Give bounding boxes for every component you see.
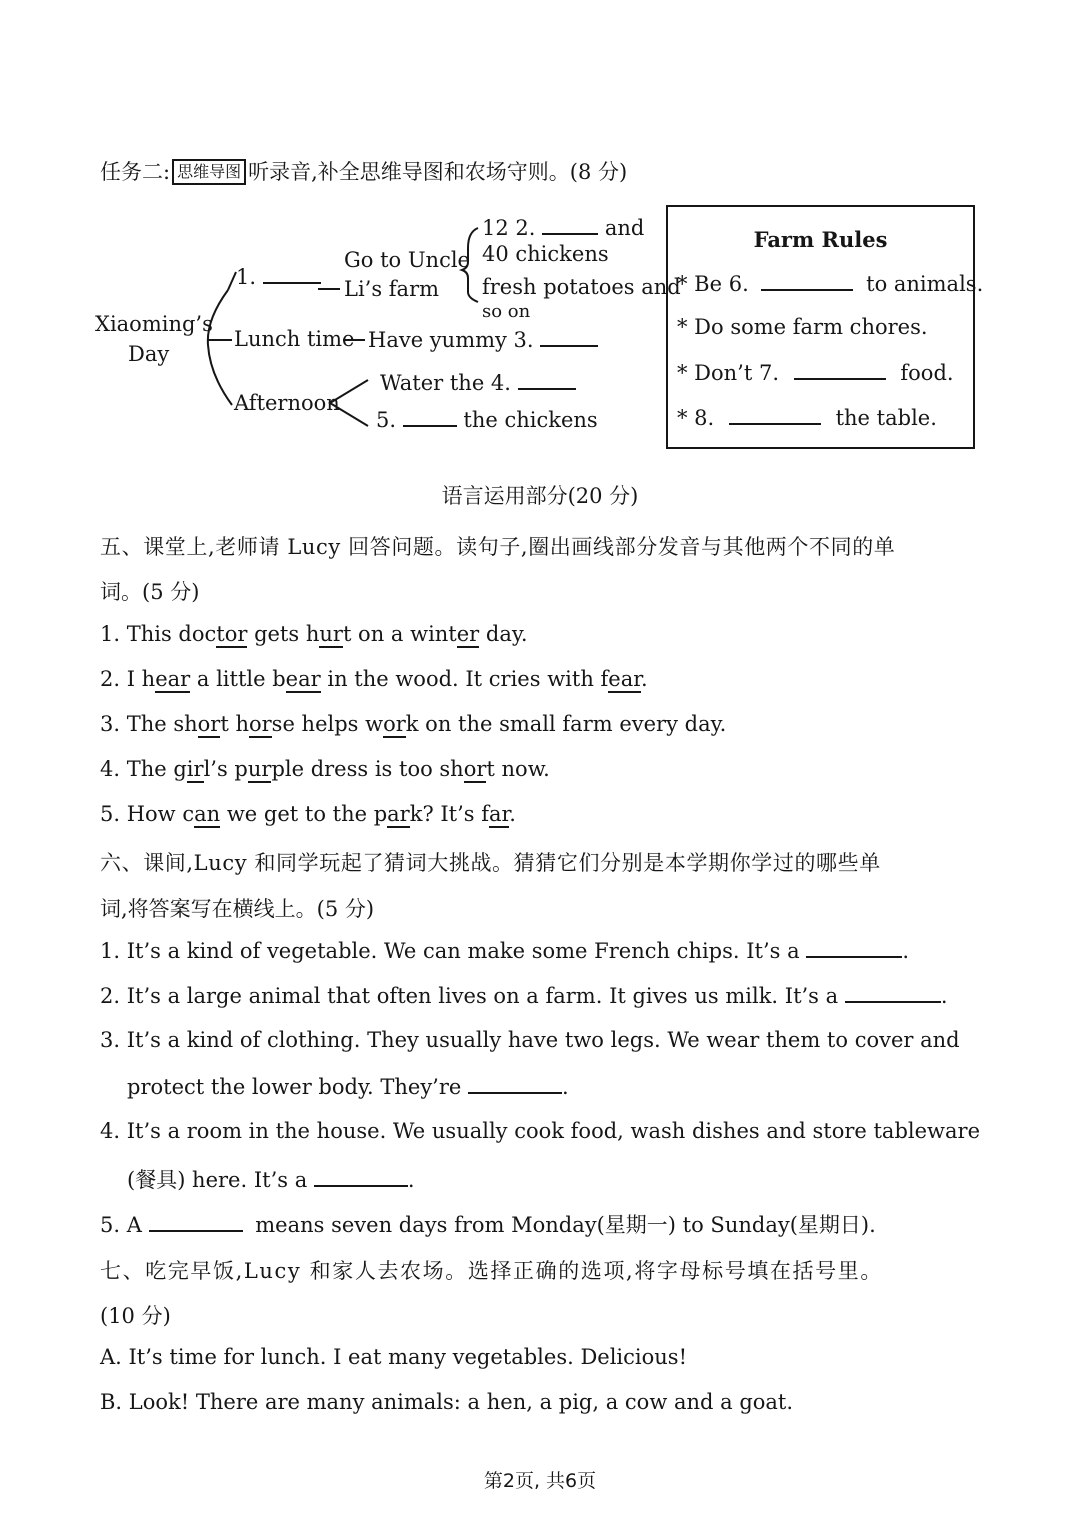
q5-3-underlined-2[interactable]: or — [248, 712, 272, 736]
q6-item-2 — [100, 983, 948, 1008]
detail-line3: fresh potatoes and — [482, 275, 681, 299]
q5-5-t2: we get to the p — [220, 802, 388, 826]
q5-3-t3: se helps w — [271, 712, 384, 736]
blank-1[interactable] — [263, 264, 321, 284]
goto-line2: Li’s farm — [344, 277, 440, 301]
q6-blank-4[interactable] — [314, 1167, 408, 1187]
q5-4-underlined-3[interactable]: or — [463, 757, 487, 781]
detail1-text: 12 2. — [482, 216, 536, 240]
q5-1-underlined-3[interactable]: er — [456, 622, 480, 646]
lunch-have — [368, 327, 598, 352]
q5-item-4 — [100, 757, 550, 781]
q5-5-underlined-2[interactable]: ar — [387, 802, 410, 826]
q6-blank-2[interactable] — [845, 983, 941, 1003]
q7-title-line1: 七、吃完早饭,Lucy 和家人去农场。选择正确的选项,将字母标号填在括号里。 — [100, 1259, 883, 1283]
q5-4-t4: t now. — [486, 757, 550, 781]
farm-rules-title: Farm Rules — [753, 227, 888, 252]
q5-4-underlined-1[interactable]: ir — [186, 757, 204, 781]
water-line — [380, 370, 576, 395]
blank-3[interactable] — [540, 327, 598, 347]
rule-6-end: to animals. — [866, 272, 984, 296]
q6-blank-3[interactable] — [468, 1074, 562, 1094]
rule-7-end: food. — [900, 361, 954, 385]
q5-1-t3: t on a wint — [342, 622, 457, 646]
q5-2-underlined-1[interactable]: ear — [155, 667, 191, 691]
q5-2-underlined-3[interactable]: ear — [608, 667, 641, 691]
q5-item-5 — [100, 802, 516, 826]
q5-1-underlined-1[interactable]: tor — [216, 622, 248, 646]
q5-5-t1: 5. How c — [100, 802, 195, 826]
mindmap-center-line2: Day — [128, 342, 170, 366]
detail-line2: 40 chickens — [482, 242, 609, 266]
q5-2-t3: in the wood. It cries with f — [320, 667, 609, 691]
blank-8[interactable] — [729, 405, 821, 425]
rule-8-text: * 8. — [677, 406, 715, 430]
q6-2-text: 2. It’s a large animal that often lives on a farm. It gives us milk. It’s a — [100, 984, 839, 1008]
rule-7 — [677, 360, 954, 385]
q5-2-t2: a little b — [190, 667, 286, 691]
q6-4-period: . — [407, 1168, 415, 1192]
q7-option-a: A. It’s time for lunch. I eat many vegetables. Delicious! — [100, 1345, 688, 1369]
q5-title-line2: 词。(5 分) — [100, 580, 200, 604]
q5-title-line1: 五、课堂上,老师请 Lucy 回答问题。读句子,圈出画线部分发音与其他两个不同的单 — [100, 535, 896, 559]
q6-5-text-b: means seven days from Monday(星期一) to Sunday(星期日). — [255, 1213, 876, 1237]
q6-3-text: protect the lower body. They’re — [127, 1075, 462, 1099]
rule-6-text: * Be 6. — [677, 272, 749, 296]
q5-item-3 — [100, 712, 726, 736]
blank-4[interactable] — [518, 370, 576, 390]
q6-title-line1: 六、课间,Lucy 和同学玩起了猜词大挑战。猜猜它们分别是本学期你学过的哪些单 — [100, 851, 881, 875]
q5-3-t1: 3. The sh — [100, 712, 198, 736]
q5-2-t4: . — [640, 667, 648, 691]
mindmap-branch1 — [236, 264, 321, 289]
q5-4-t3: ple dress is too sh — [271, 757, 464, 781]
blank-5[interactable] — [403, 407, 457, 427]
rule-8-end: the table. — [835, 406, 937, 430]
q6-blank-1[interactable] — [806, 938, 902, 958]
q6-1-period: . — [902, 939, 910, 963]
rule-chores: * Do some farm chores. — [677, 315, 928, 339]
detail-line1 — [482, 215, 644, 240]
rule-6 — [677, 271, 983, 296]
q6-title-line2: 词,将答案写在横线上。(5 分) — [100, 897, 375, 921]
q7-option-b: B. Look! There are many animals: a hen, a pig, a cow and a goat. — [100, 1390, 794, 1414]
q6-item-3a: 3. It’s a kind of clothing. They usually have two legs. We wear them to cover and — [100, 1028, 960, 1052]
q6-5-text-a: 5. A — [100, 1213, 142, 1237]
q5-item-2 — [100, 667, 648, 691]
afternoon-label: Afternoon — [234, 391, 340, 415]
branch1-number: 1. — [236, 265, 257, 289]
q5-item-1 — [100, 622, 528, 646]
q5-2-t1: 2. I h — [100, 667, 156, 691]
blank-2[interactable] — [542, 215, 598, 235]
q5-1-underlined-2[interactable]: ur — [319, 622, 343, 646]
q5-2-underlined-2[interactable]: ear — [285, 667, 321, 691]
blank-6[interactable] — [761, 271, 853, 291]
q6-item-1 — [100, 938, 909, 963]
mindmap-center-line1: Xiaoming’s — [95, 312, 213, 336]
q5-4-t1: 4. The g — [100, 757, 187, 781]
q5-3-underlined-1[interactable]: or — [197, 712, 221, 736]
farm-rules-box — [666, 205, 984, 449]
blank-7[interactable] — [794, 360, 886, 380]
section-language-heading: 语言运用部分(20 分) — [441, 484, 639, 508]
q5-4-t2: l’s p — [203, 757, 248, 781]
q5-4-underlined-2[interactable]: ur — [247, 757, 272, 781]
q6-item-4a: 4. It’s a room in the house. We usually cook food, wash dishes and store tableware — [100, 1119, 980, 1143]
five-text: the chickens — [463, 408, 598, 432]
mindmap-tag: 思维导图 — [172, 159, 246, 185]
q7-title-line2: (10 分) — [100, 1304, 171, 1328]
feed-line — [376, 407, 598, 432]
page-footer: 第2页, 共6页 — [483, 1470, 597, 1492]
lunch-have-text: Have yummy 3. — [368, 328, 534, 352]
lunch-label: Lunch time — [234, 327, 355, 351]
q5-1-t4: day. — [479, 622, 528, 646]
detail-line4: so on — [482, 301, 531, 322]
rule-7-text: * Don’t 7. — [677, 361, 780, 385]
q5-5-t4: . — [509, 802, 516, 826]
rule-8 — [677, 405, 937, 430]
task2-instruction: 听录音,补全思维导图和农场守则。(8 分) — [248, 160, 628, 184]
q6-1-text: 1. It’s a kind of vegetable. We can make some French chips. It’s a — [100, 939, 800, 963]
q6-item-4b — [127, 1164, 415, 1194]
q6-item-3b — [127, 1074, 569, 1099]
q5-5-underlined-1[interactable]: an — [194, 802, 221, 826]
q5-3-t2: t h — [220, 712, 249, 736]
q6-blank-5[interactable] — [149, 1212, 243, 1232]
detail1-and: and — [604, 216, 645, 240]
q5-3-t4: k on the small farm every day. — [405, 712, 727, 736]
water-text: Water the 4. — [380, 371, 511, 395]
goto-line1: Go to Uncle — [344, 248, 470, 272]
q5-5-underlined-3[interactable]: ar — [489, 802, 510, 826]
five-num: 5. — [376, 408, 397, 432]
q6-4-text: (餐具) here. It’s a — [127, 1168, 308, 1192]
q6-2-period: . — [940, 984, 948, 1008]
q6-3-period: . — [562, 1075, 569, 1099]
q5-1-t1: 1. This doc — [100, 622, 217, 646]
task2-prefix: 任务二: — [100, 160, 171, 184]
q5-3-underlined-3[interactable]: or — [383, 712, 406, 736]
q6-item-5 — [100, 1209, 876, 1239]
q5-5-t3: k? It’s f — [409, 802, 490, 826]
q5-1-t2: gets h — [247, 622, 320, 646]
